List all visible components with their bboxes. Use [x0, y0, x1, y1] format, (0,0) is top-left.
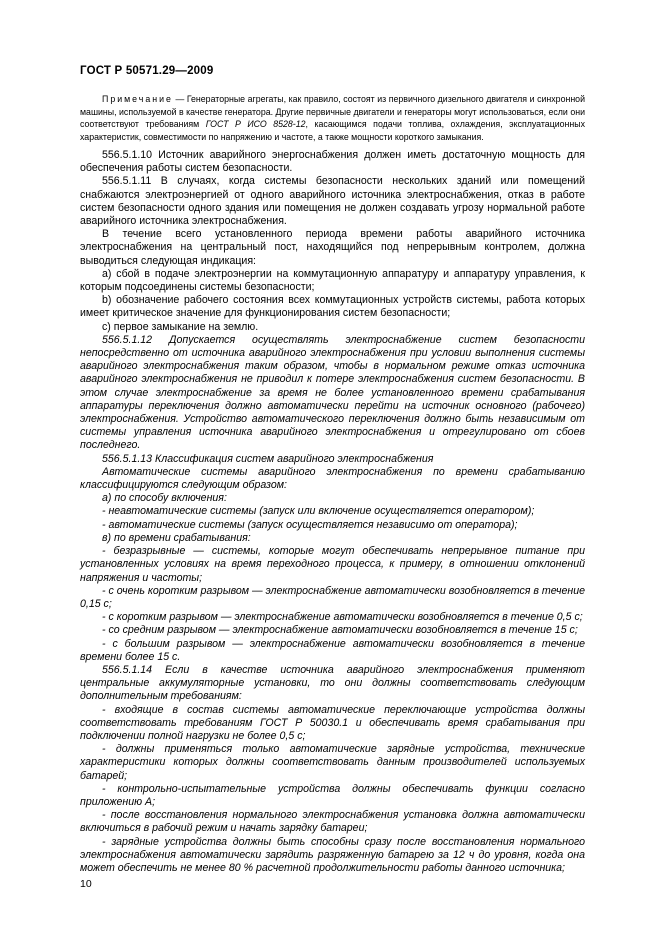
- body-paragraph: - с очень коротким разрывом — электроснабжение автоматически возобновляется в течение 0,15 с;: [80, 584, 585, 610]
- body-paragraph: c) первое замыкание на землю.: [102, 320, 259, 333]
- body-paragraph: Автоматические системы аварийного электроснабжения по времени срабатыванию классифицируются следующим образом:: [80, 465, 585, 492]
- body-paragraph: в) по времени срабатывания:: [102, 531, 251, 544]
- body-paragraph: - с коротким разрывом — электроснабжение автоматически возобновляется в течение 0,5 с;: [102, 611, 583, 624]
- body-paragraph: а) сбой в подаче электроэнергии на коммутационную аппаратуру и аппаратуру управления, к которым подсоединены системы безопасности;: [80, 267, 585, 294]
- note-label: Примечание: [102, 94, 173, 104]
- body-paragraph: 556.5.1.12 Допускается осуществлять электроснабжение систем безопасности непосредственно от источника аварийного электроснабжения при условии выполнения системы аварийного электроснабжения таким образом, чтобы в нормальном режиме отказ источника аварийного электроснабжения не приводил к потере электроснабжения систем безопасности. В этом случае электроснабжение за время не более установленного времени срабатывания аппаратуры переключения должно автоматически перейти на источник основного (рабочего) электроснабжения. Устройство автоматического переключения должно быть независимым от системы управления источника аварийного электроснабжения и отрегулировано от сбоев последнего.: [80, 333, 585, 452]
- body-paragraph: 556.5.1.14 Если в качестве источника аварийного электроснабжения применяют центральные аккумуляторные установки, то они должны соответствовать следующим дополнительным требованиям:: [80, 663, 585, 703]
- body-paragraph: 556.5.1.10 Источник аварийного энергоснабжения должен иметь достаточную мощность для обеспечения работы систем безопасности.: [80, 149, 585, 175]
- body-paragraph: В течение всего установленного периода времени работы аварийного источника электроснабжения на центральный пост, находящийся под непрерывным контролем, должна выводиться следующая индикация:: [80, 228, 585, 267]
- body-paragraph: 556.5.1.13 Классификация систем аварийного электроснабжения: [102, 452, 434, 465]
- body-paragraph: 556.5.1.11 В случаях, когда системы безопасности нескольких зданий или помещений снабжаются электроэнергией от одного аварийного источника электроснабжения, отказ в работе систем безопасности одного здания или помещения не должен создавать угрозу нормальной работе аварийного источника электроснабжения.: [80, 175, 585, 228]
- body-paragraphs: [80, 149, 585, 875]
- body-paragraph: - неавтоматические системы (запуск или включение осуществляется оператором);: [102, 505, 535, 518]
- body-paragraph: - входящие в состав системы автоматические переключающие устройства должны соответствовать требованиям ГОСТ Р 50030.1 и обеспечивать время срабатывания при подключении полной нагрузки не более 0,5 с;: [80, 703, 585, 742]
- body-paragraph: - безразрывные — системы, которые могут обеспечивать непрерывное питание при установленных условиях на время переходного процесса, к примеру, в отношении отклонений напряжения и частоты;: [80, 545, 585, 584]
- page-content: [80, 93, 585, 875]
- body-paragraph: - должны применяться только автоматические зарядные устройства, технические характеристики которых должны соответствовать данным производителей используемых батарей;: [80, 743, 585, 782]
- body-paragraph: - автоматические системы (запуск осуществляется независимо от оператора);: [102, 518, 518, 531]
- note-standard-ref: ГОСТ Р ИСО 8528-12: [205, 119, 306, 129]
- body-paragraph: - контрольно-испытательные устройства должны обеспечивать функции согласно приложению А;: [80, 782, 585, 808]
- body-paragraph: а) по способу включения:: [102, 492, 227, 505]
- note-text-a: — Генераторные агрегаты, как правило, состоят из первичного дизельного двигателя и синхронной машины, используемой в качестве генератора. Другие первичные двигатели и генераторы могут использоваться, если они соответствуют требованиям: [80, 94, 585, 129]
- page-number: 10: [80, 878, 92, 890]
- note-block: [80, 93, 585, 143]
- note-text-b: , касающимся подачи топлива, охлаждения, эксплуатационных характеристик, совместимости по напряжению и частоте, а также мощности короткого замыкания.: [80, 119, 585, 142]
- body-paragraph: - с большим разрывом — электроснабжение автоматически возобновляется в течение времени более 15 с.: [80, 637, 585, 663]
- document-header: ГОСТ Р 50571.29—2009: [80, 65, 214, 77]
- body-paragraph: - зарядные устройства должны быть способны сразу после восстановления нормального электроснабжения автоматически зарядить разряженную батарею за 12 ч до уровня, когда она может обеспечить не менее 80 % расчетной продолжительности работы данного источника;: [80, 835, 585, 874]
- body-paragraph: - со средним разрывом — электроснабжение автоматически возобновляется в течение 15 с;: [102, 624, 578, 637]
- body-paragraph: - после восстановления нормального электроснабжения установка должна автоматически включиться в рабочий режим и начать зарядку батареи;: [80, 809, 585, 835]
- body-paragraph: b) обозначение рабочего состояния всех коммутационных устройств системы, работа которых имеет критическое значение для функционирования систем безопасности;: [80, 294, 585, 320]
